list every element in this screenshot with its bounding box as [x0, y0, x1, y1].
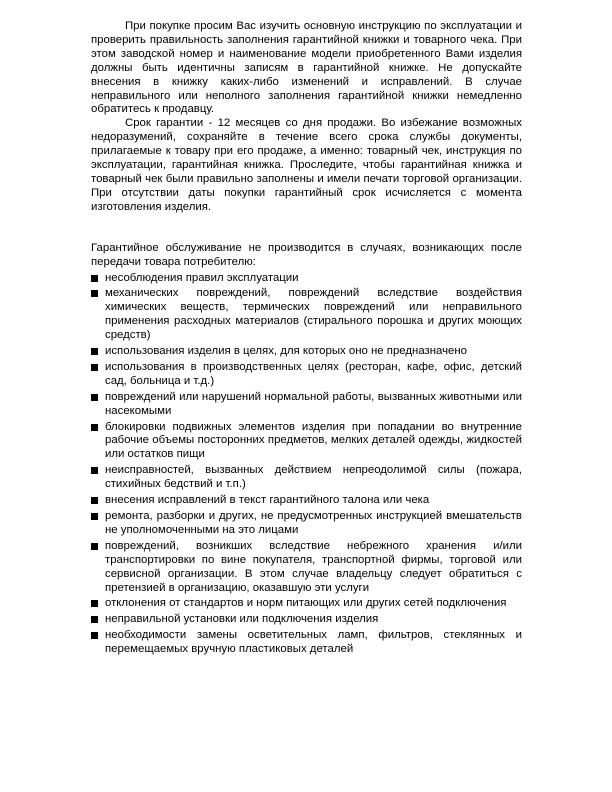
square-bullet-icon: [91, 348, 98, 355]
exclusion-item: [91, 287, 522, 343]
purchase-instructions-paragraph: При покупке просим Вас изучить основную инструкцию по эксплуатации и проверить правильность заполнения гарантийной книжки и товарного чека. При этом заводской номер и наименование модели приобретенного Вами изделия должны быть идентичны записям в гарантийной книжке. Не допускайте внесения в книжку каких-либо изменений и исправлений. В случае неправильного или неполного заполнения гарантийной книжки немедленно обратитесь к продавцу.: [91, 20, 522, 116]
exclusion-item: [91, 540, 522, 596]
document-page: [91, 20, 522, 657]
square-bullet-icon: [91, 616, 98, 623]
square-bullet-icon: [91, 600, 98, 607]
exclusion-item-text: механических повреждений, повреждений вследствие воздействия химических веществ, термических повреждений или неправильного применения расходных материалов (стирального порошка и других моющих средств): [105, 287, 522, 342]
exclusion-item: [91, 272, 522, 286]
exclusion-item: [91, 494, 522, 508]
exclusion-item-text: необходимости замены осветительных ламп, фильтров, стеклянных и перемещаемых вручную пластиковых деталей: [105, 629, 522, 656]
square-bullet-icon: [91, 424, 98, 431]
exclusion-item: [91, 629, 522, 657]
exclusions-list: [91, 272, 522, 658]
exclusion-item: [91, 597, 522, 611]
exclusion-item-text: блокировки подвижных элементов изделия при попадании во внутренние рабочие объемы посторонних предметов, мелких деталей одежды, жидкостей или остатков пищи: [105, 420, 522, 461]
square-bullet-icon: [91, 543, 98, 550]
exclusion-item: [91, 464, 522, 492]
exclusion-item-text: отклонения от стандартов и норм питающих или других сетей подключения: [105, 597, 507, 610]
exclusion-item-text: неисправностей, вызванных действием непреодолимой силы (пожара, стихийных бедствий и т.п.): [105, 464, 522, 491]
square-bullet-icon: [91, 497, 98, 504]
exclusion-item-text: несоблюдения правил эксплуатации: [105, 271, 299, 284]
square-bullet-icon: [91, 364, 98, 371]
section-spacer: [91, 215, 522, 242]
exclusion-item-text: повреждений или нарушений нормальной работы, вызванных животными или насекомыми: [105, 390, 522, 417]
square-bullet-icon: [91, 467, 98, 474]
exclusion-item: [91, 510, 522, 538]
warranty-period-paragraph: Срок гарантии - 12 месяцев со дня продажи. Во избежание возможных недоразумений, сохраняйте в течение всего срока службы документы, прилагаемые к товару при его продаже, а именно: товарный чек, инструкция по эксплуатации, гарантийная книжка. Проследите, чтобы гарантийная книжка и товарный чек были правильно заполнены и имели печати торговой организации. При отсутствии даты покупки гарантийный срок исчисляется с момента изготовления изделия.: [91, 117, 522, 213]
exclusion-item: [91, 421, 522, 463]
exclusion-item: [91, 345, 522, 359]
exclusion-item-text: использования изделия в целях, для которых оно не предназначено: [105, 345, 468, 358]
exclusion-item: [91, 391, 522, 419]
square-bullet-icon: [91, 290, 98, 297]
square-bullet-icon: [91, 275, 98, 282]
exclusion-item: [91, 613, 522, 627]
exclusion-item-text: ремонта, разборки и других, не предусмотренных инструкцией вмешательств не уполномоченными на это лицами: [105, 510, 522, 536]
exclusion-item-text: использования в производственных целях (ресторан, кафе, офис, детский сад, больница и т.д.): [105, 360, 522, 387]
square-bullet-icon: [91, 632, 98, 639]
exclusion-item-text: повреждений, возникших вследствие небрежного хранения и/или транспортировки по вине покупателя, транспортной фирмы, торговой или сервисной организации. В этом случае владельцу следует обратиться с претензией в организацию, оказавшую эти услуги: [105, 539, 522, 594]
square-bullet-icon: [91, 394, 98, 401]
exclusion-item-text: внесения исправлений в текст гарантийного талона или чека: [105, 494, 430, 507]
exclusion-item: [91, 361, 522, 389]
exclusion-item-text: неправильной установки или подключения изделия: [105, 613, 379, 626]
square-bullet-icon: [91, 513, 98, 520]
exclusions-intro: Гарантийное обслуживание не производится в случаях, возникающих после передачи товара потребителю:: [91, 241, 522, 268]
